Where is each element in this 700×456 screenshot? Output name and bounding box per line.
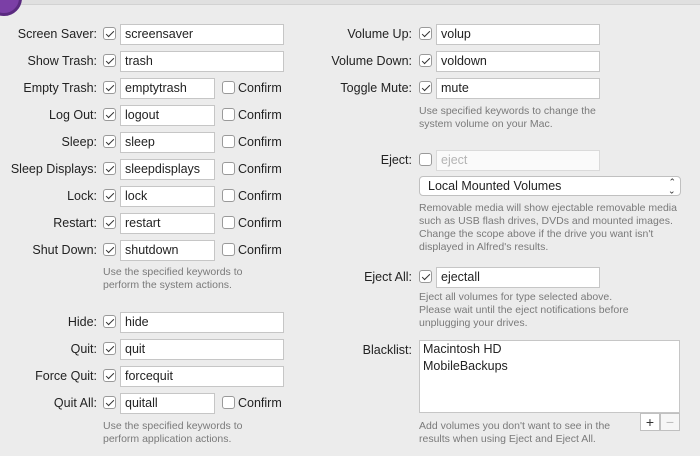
checkmark-icon — [105, 397, 113, 405]
eject-note-line: Change the scope above if the drive you want isn't — [419, 228, 654, 240]
empty-trash-keyword-field[interactable]: emptytrash — [120, 78, 215, 99]
toggle-mute-checkbox[interactable] — [419, 81, 432, 94]
log-out-checkbox[interactable] — [103, 108, 116, 121]
restart-checkbox[interactable] — [103, 216, 116, 229]
quit-all-label: Quit All: — [53, 396, 97, 410]
sleep-keyword-field[interactable]: sleep — [120, 132, 215, 153]
eject-all-note-line: Please wait until the eject notifications before — [419, 304, 629, 316]
volume-down-label: Volume Down: — [331, 54, 412, 68]
quit-all-checkbox[interactable] — [103, 396, 116, 409]
empty-trash-checkbox[interactable] — [103, 81, 116, 94]
lock-keyword-field[interactable]: lock — [120, 186, 215, 207]
hide-label: Hide: — [67, 315, 97, 329]
checkmark-icon — [105, 217, 113, 225]
log-out-label: Log Out: — [49, 108, 97, 122]
add-volume-button[interactable]: + — [640, 413, 660, 431]
application-actions-note-line: Use the specified keywords to — [103, 420, 243, 432]
quit-label: Quit: — [70, 342, 97, 356]
eject-note-line: Removable media will show ejectable removable media — [419, 202, 677, 214]
empty-trash-label: Empty Trash: — [23, 81, 97, 95]
restart-confirm-checkbox[interactable] — [222, 216, 235, 229]
sleep-displays-keyword-field[interactable]: sleepdisplays — [120, 159, 215, 180]
shut-down-label: Shut Down: — [32, 243, 97, 257]
quit-keyword-field[interactable]: quit — [120, 339, 284, 360]
hide-checkbox[interactable] — [103, 315, 116, 328]
volume-note-line: system volume on your Mac. — [419, 118, 553, 130]
sleep-confirm-label: Confirm — [238, 135, 282, 149]
quit-all-keyword-field[interactable]: quitall — [120, 393, 215, 414]
blacklist-list[interactable] — [419, 340, 680, 413]
volume-down-checkbox[interactable] — [419, 54, 432, 67]
lock-label: Lock: — [67, 189, 97, 203]
force-quit-label: Force Quit: — [35, 369, 97, 383]
log-out-keyword-field[interactable]: logout — [120, 105, 215, 126]
system-actions-note-line: Use the specified keywords to — [103, 266, 243, 278]
shut-down-keyword-field[interactable]: shutdown — [120, 240, 215, 261]
window-top-strip — [0, 0, 700, 5]
toggle-mute-keyword-field[interactable]: mute — [436, 78, 600, 99]
sleep-checkbox[interactable] — [103, 135, 116, 148]
checkmark-icon — [105, 109, 113, 117]
checkmark-icon — [105, 190, 113, 198]
blacklist-note-line: Add volumes you don't want to see in the — [419, 420, 611, 432]
quit-all-confirm-label: Confirm — [238, 396, 282, 410]
eject-checkbox[interactable] — [419, 153, 432, 166]
volume-down-keyword-field[interactable]: voldown — [436, 51, 600, 72]
quit-all-confirm-checkbox[interactable] — [222, 396, 235, 409]
toggle-mute-label: Toggle Mute: — [340, 81, 412, 95]
eject-all-note-line: Eject all volumes for type selected above. — [419, 291, 613, 303]
volume-note-line: Use specified keywords to change the — [419, 105, 596, 117]
checkmark-icon — [105, 28, 113, 36]
checkmark-icon — [105, 82, 113, 90]
sleep-label: Sleep: — [61, 135, 97, 149]
application-actions-note-line: perform application actions. — [103, 433, 232, 445]
shut-down-checkbox[interactable] — [103, 243, 116, 256]
volume-up-checkbox[interactable] — [419, 27, 432, 40]
blacklist-label: Blacklist: — [362, 343, 412, 357]
eject-all-note — [419, 291, 629, 330]
eject-all-label: Eject All: — [364, 270, 412, 284]
restart-confirm-label: Confirm — [238, 216, 282, 230]
log-out-confirm-label: Confirm — [238, 108, 282, 122]
screen-saver-label: Screen Saver: — [17, 27, 97, 41]
list-item[interactable]: MobileBackups — [423, 359, 508, 373]
eject-all-keyword-field[interactable]: ejectall — [436, 267, 600, 288]
empty-trash-confirm-checkbox[interactable] — [222, 81, 235, 94]
eject-note — [419, 202, 677, 254]
system-actions-note-line: perform the system actions. — [103, 279, 232, 291]
checkmark-icon — [421, 55, 429, 63]
sleep-confirm-checkbox[interactable] — [222, 135, 235, 148]
volume-up-keyword-field[interactable]: volup — [436, 24, 600, 45]
eject-label: Eject: — [380, 153, 412, 167]
application-actions-note — [103, 420, 242, 446]
show-trash-keyword-field[interactable]: trash — [120, 51, 284, 72]
sleep-displays-confirm-label: Confirm — [238, 162, 282, 176]
sleep-displays-label: Sleep Displays: — [10, 162, 97, 176]
volume-up-label: Volume Up: — [347, 27, 412, 41]
eject-note-line: such as USB flash drives, DVDs and mounted images. — [419, 215, 673, 227]
remove-volume-button[interactable]: − — [660, 413, 680, 431]
force-quit-checkbox[interactable] — [103, 369, 116, 382]
lock-confirm-checkbox[interactable] — [222, 189, 235, 202]
checkmark-icon — [105, 244, 113, 252]
updown-chevron-icon: ⌃ ⌃ — [668, 177, 676, 195]
force-quit-keyword-field[interactable]: forcequit — [120, 366, 284, 387]
shut-down-confirm-checkbox[interactable] — [222, 243, 235, 256]
eject-all-checkbox[interactable] — [419, 270, 432, 283]
checkmark-icon — [421, 82, 429, 90]
screen-saver-keyword-field[interactable]: screensaver — [120, 24, 284, 45]
log-out-confirm-checkbox[interactable] — [222, 108, 235, 121]
system-actions-note — [103, 266, 242, 292]
sleep-displays-checkbox[interactable] — [103, 162, 116, 175]
restart-keyword-field[interactable]: restart — [120, 213, 215, 234]
eject-scope-value: Local Mounted Volumes — [428, 179, 562, 193]
checkmark-icon — [105, 163, 113, 171]
blacklist-note-line: results when using Eject and Eject All. — [419, 433, 596, 445]
checkmark-icon — [105, 343, 113, 351]
checkmark-icon — [421, 28, 429, 36]
checkmark-icon — [421, 271, 429, 279]
eject-note-line: displayed in Alfred's results. — [419, 241, 549, 253]
empty-trash-confirm-label: Confirm — [238, 81, 282, 95]
checkmark-icon — [105, 136, 113, 144]
sleep-displays-confirm-checkbox[interactable] — [222, 162, 235, 175]
eject-keyword-field[interactable]: eject — [436, 150, 600, 171]
checkmark-icon — [105, 55, 113, 63]
alfred-app-icon — [0, 0, 22, 16]
eject-scope-select[interactable] — [419, 176, 681, 196]
checkmark-icon — [105, 370, 113, 378]
shut-down-confirm-label: Confirm — [238, 243, 282, 257]
checkmark-icon — [105, 316, 113, 324]
show-trash-label: Show Trash: — [27, 54, 97, 68]
volume-note — [419, 105, 596, 131]
lock-checkbox[interactable] — [103, 189, 116, 202]
eject-all-note-line: unplugging your drives. — [419, 317, 528, 329]
screen-saver-checkbox[interactable] — [103, 27, 116, 40]
list-item[interactable]: Macintosh HD — [423, 342, 502, 356]
quit-checkbox[interactable] — [103, 342, 116, 355]
show-trash-checkbox[interactable] — [103, 54, 116, 67]
hide-keyword-field[interactable]: hide — [120, 312, 284, 333]
lock-confirm-label: Confirm — [238, 189, 282, 203]
blacklist-note — [419, 420, 610, 446]
restart-label: Restart: — [53, 216, 97, 230]
